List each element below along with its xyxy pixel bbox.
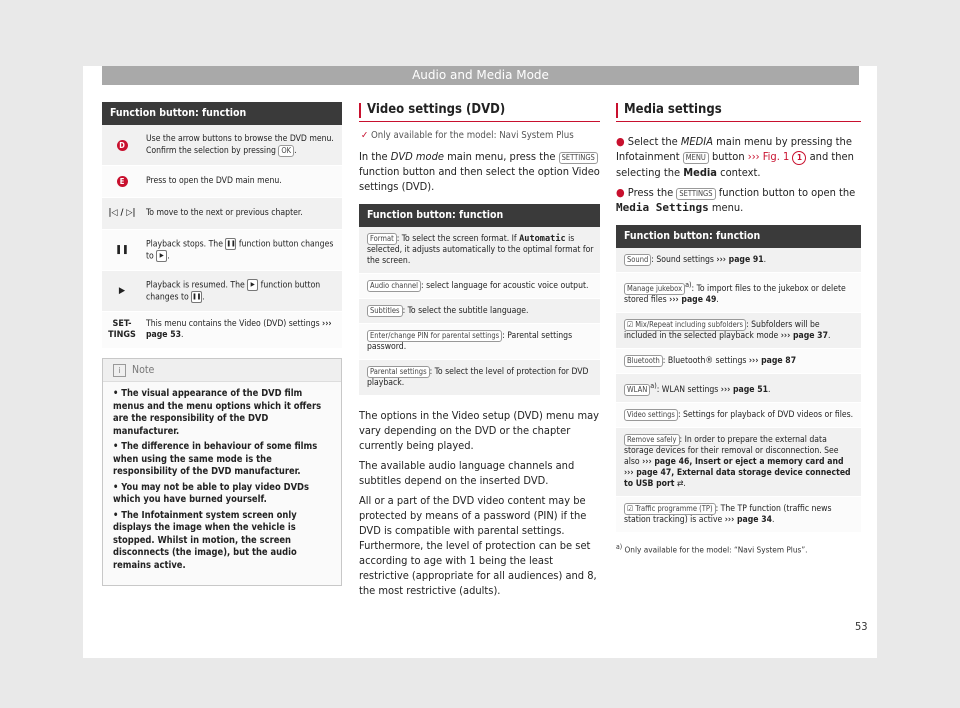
- figure-number: 1: [792, 151, 806, 165]
- table-row: [102, 166, 342, 198]
- footnote-ref: a): [650, 380, 657, 390]
- table-row: [616, 428, 861, 497]
- desc-tail: .: [180, 330, 184, 340]
- button-icon: ❚❚: [191, 291, 202, 303]
- row-text: [146, 279, 336, 304]
- function-button-label: Audio channel: [367, 280, 421, 292]
- intro-paragraph: [359, 149, 600, 194]
- row-tail: .: [768, 384, 771, 395]
- note-item: [113, 510, 333, 573]
- table-row: [102, 230, 342, 271]
- row-tail: .: [771, 514, 775, 525]
- function-button-label: WLAN: [624, 384, 650, 396]
- page-number: 53: [855, 620, 868, 633]
- function-button-label: Video settings: [624, 409, 678, 421]
- page-link[interactable]: ››› page 49: [669, 294, 717, 305]
- media-settings-table: [616, 248, 861, 533]
- desc-b: function button changes to: [146, 239, 334, 262]
- bullet-icon: •: [113, 441, 122, 452]
- row-tail: ⇄.: [674, 478, 686, 489]
- row-key: ▶: [118, 285, 126, 296]
- section-title: Media settings: [616, 102, 861, 122]
- settings-button-label: SETTINGS: [559, 152, 598, 164]
- note-item: [113, 482, 333, 507]
- table-row: [359, 360, 600, 396]
- footnote: [616, 543, 861, 555]
- function-button-label: ☑ Traffic programme (TP): [624, 503, 716, 515]
- b2-text-c: menu.: [711, 201, 744, 214]
- bullet-icon: •: [113, 481, 122, 493]
- row-key: [102, 125, 142, 165]
- availability-text: Only available for the model: Navi System Plus: [370, 130, 574, 141]
- desc-b: function button changes to: [146, 280, 321, 303]
- intro-mode: DVD mode: [390, 150, 444, 163]
- table-row: [102, 125, 342, 166]
- table-row: [359, 274, 600, 299]
- row-description: [142, 271, 342, 311]
- row-text: : Settings for playback of DVD videos or files.: [677, 409, 854, 420]
- table-row: [616, 273, 861, 313]
- note-box: [102, 358, 342, 586]
- table-header: Function button: function: [102, 102, 342, 125]
- row-key: [102, 166, 142, 197]
- key-badge: E: [117, 176, 128, 187]
- row-key: |◁ / ▷|: [108, 208, 136, 218]
- function-button-label: Parental settings: [367, 366, 430, 378]
- row-key: ❚❚: [115, 244, 129, 255]
- row-text: [146, 208, 303, 219]
- note-text: The visual appearance of the DVD film menus and the menu options which it offers are the responsibility of the DVD manufacturer.: [113, 388, 322, 437]
- button-icon: ❚❚: [225, 238, 236, 250]
- desc: To move to the next or previous chapter.: [146, 208, 303, 218]
- note-item: [113, 441, 333, 479]
- note-text: You may not be able to play video DVDs which you have burned yourself.: [113, 481, 309, 505]
- paragraph: The options in the Video setup (DVD) menu may vary depending on the DVD or the chapter currently being played.: [359, 409, 600, 452]
- table-row: [359, 299, 600, 324]
- row-tail: .: [827, 330, 831, 341]
- footnote-ref: a): [685, 280, 692, 289]
- b2-text-b: function button to open the: [718, 186, 856, 199]
- row-text: : Parental settings password.: [367, 331, 573, 352]
- function-table: [102, 125, 342, 349]
- paragraph: All or a part of the DVD video content may be protected by means of a password (PIN) if the DVD is compatible with parental settings. Furthermore, the level of protection can be set according to age with 1 being the least restrictive (appropriate for all audiences) and 8, the most restrictive (adults).: [359, 494, 597, 597]
- page-link[interactable]: ››› page 87: [748, 355, 797, 366]
- page-link[interactable]: ››› page 91: [716, 255, 764, 265]
- figure-link[interactable]: ››› Fig. 1: [747, 150, 790, 163]
- row-text: : WLAN settings: [656, 384, 721, 395]
- key-badge: D: [117, 140, 128, 151]
- bullet-2: [616, 185, 861, 215]
- row-text: [146, 176, 282, 187]
- page-link[interactable]: ››› page 46, Insert or eject a memory card and ››› page 47, External data storage device connected to USB port: [624, 456, 851, 489]
- footnote-text: Only available for the model: “Navi System Plus”.: [624, 544, 808, 555]
- body-paragraphs: [359, 408, 600, 598]
- intro-text-b: main menu, press the: [447, 150, 556, 163]
- instruction-bullets: [616, 134, 861, 215]
- ok-button-label: OK: [278, 145, 294, 157]
- info-icon: i: [113, 364, 126, 377]
- table-row: [616, 313, 861, 349]
- page-link[interactable]: ››› page 53: [146, 319, 332, 340]
- row-description: [142, 312, 342, 348]
- note-header: [103, 359, 341, 382]
- table-row: [359, 227, 600, 274]
- b1-text-e: context.: [720, 166, 761, 179]
- chapter-header: Audio and Media Mode: [102, 66, 859, 85]
- table-row: [616, 349, 861, 374]
- row-text-b: is selected, it adjusts automatically to the optimal format for the screen.: [367, 234, 594, 266]
- section-title: Video settings (DVD): [359, 102, 600, 122]
- table-row: [359, 324, 600, 360]
- desc-tail: .: [202, 292, 205, 303]
- table-row: [102, 198, 342, 230]
- row-text: : Bluetooth® settings: [662, 355, 749, 366]
- desc-tail: .: [294, 145, 297, 156]
- b2-text-a: Press the: [627, 186, 674, 199]
- check-icon: ✓: [361, 130, 369, 141]
- intro-text-c: function button and then select the option Video settings (DVD).: [359, 165, 600, 193]
- b1-text-a: Select the: [627, 135, 678, 148]
- row-description: [142, 198, 309, 229]
- paragraph: The available audio language channels and subtitles depend on the inserted DVD.: [359, 459, 575, 487]
- function-button-label: Format: [367, 233, 397, 245]
- b1-text-d: and then selecting the: [616, 150, 854, 179]
- bullet-icon: ●: [616, 135, 625, 148]
- settings-button-label: SETTINGS: [676, 188, 715, 200]
- row-text: : To select the level of protection for DVD playback.: [367, 367, 589, 388]
- row-text: : The TP function (traffic news station tracking) is active: [624, 503, 832, 525]
- left-column: [102, 102, 342, 586]
- bullet-icon: ●: [616, 186, 625, 199]
- footnote-mark: a): [616, 542, 623, 551]
- row-key: SET- TINGS: [108, 319, 136, 340]
- desc-a: Playback is resumed. The: [146, 280, 248, 290]
- video-settings-table: [359, 227, 600, 396]
- page-link[interactable]: ››› page 37: [780, 330, 828, 341]
- page-link[interactable]: ››› page 51: [720, 384, 768, 395]
- intro-text-a: In the: [359, 150, 388, 163]
- row-text: [146, 238, 336, 263]
- note-text: The difference in behaviour of some films when using the same mode is the responsibility of the DVD manufacturer.: [113, 441, 318, 477]
- row-text: : select language for acoustic voice output.: [421, 281, 589, 291]
- b1-text-b: main menu by pressing the Infotainment: [616, 135, 852, 163]
- page-link[interactable]: ››› page 34: [724, 514, 772, 525]
- desc: Use the arrow buttons to browse the DVD menu. Confirm the selection by pressing: [146, 133, 334, 156]
- availability-note: [361, 130, 600, 141]
- row-text: [146, 134, 336, 157]
- desc: This menu contains the Video (DVD) settings: [146, 319, 323, 329]
- table-row: [616, 403, 861, 428]
- note-title: Note: [132, 364, 155, 376]
- middle-column: [359, 102, 600, 603]
- table-header: Function button: function: [359, 204, 600, 227]
- table-header: Function button: function: [616, 225, 861, 248]
- b1-bold: Media: [683, 166, 717, 179]
- function-button-label: ☑ Mix/Repeat including subfolders: [624, 319, 746, 331]
- row-text: [146, 319, 336, 341]
- row-description: [142, 230, 342, 270]
- media-settings-label: Media Settings: [616, 201, 709, 214]
- row-text: : To import files to the jukebox or delete stored files: [624, 283, 846, 305]
- row-description: [142, 166, 288, 197]
- function-button-label: Subtitles: [367, 305, 403, 317]
- right-column: [616, 102, 861, 554]
- table-row: [616, 497, 861, 533]
- table-row: [102, 271, 342, 312]
- menu-button-label: MENU: [683, 152, 709, 164]
- bullet-icon: •: [113, 509, 122, 521]
- button-icon: ▶: [247, 279, 258, 291]
- note-body: [103, 382, 341, 585]
- note-item: [113, 388, 333, 438]
- desc-tail: .: [167, 251, 170, 262]
- row-text: : Sound settings: [651, 255, 717, 265]
- b1-text-c: button: [711, 150, 745, 163]
- function-button-label: Bluetooth: [624, 355, 663, 367]
- desc-a: Playback stops. The: [146, 239, 226, 249]
- function-button-label: Manage jukebox: [624, 283, 685, 295]
- table-row: [102, 312, 342, 349]
- row-text: : To select the subtitle language.: [402, 306, 529, 316]
- mono-value: Automatic: [519, 234, 566, 244]
- desc: Press to open the DVD main menu.: [146, 176, 282, 186]
- row-text: : Subfolders will be included in the selected playback mode: [624, 319, 820, 341]
- note-text: The Infotainment system screen only displays the image when the vehicle is stopped. Whilst in motion, the screen disconnects (the image), but the audio remains active.: [113, 509, 297, 571]
- row-tail: .: [716, 294, 719, 305]
- bullet-1: [616, 134, 861, 180]
- row-tail: .: [763, 255, 767, 265]
- table-row: [616, 248, 861, 273]
- table-row: [616, 374, 861, 403]
- function-button-label: Sound: [624, 254, 651, 266]
- row-text: : To select the screen format. If: [396, 234, 517, 244]
- button-icon: ▶: [156, 250, 167, 262]
- row-description: [142, 125, 342, 165]
- function-button-label: Enter/change PIN for parental settings: [367, 330, 502, 342]
- function-button-label: Remove safely: [624, 434, 680, 446]
- row-text: : In order to prepare the external data storage devices for their removal or disconnection. See also: [624, 434, 839, 467]
- b1-media: MEDIA: [680, 135, 713, 148]
- bullet-icon: •: [113, 388, 122, 399]
